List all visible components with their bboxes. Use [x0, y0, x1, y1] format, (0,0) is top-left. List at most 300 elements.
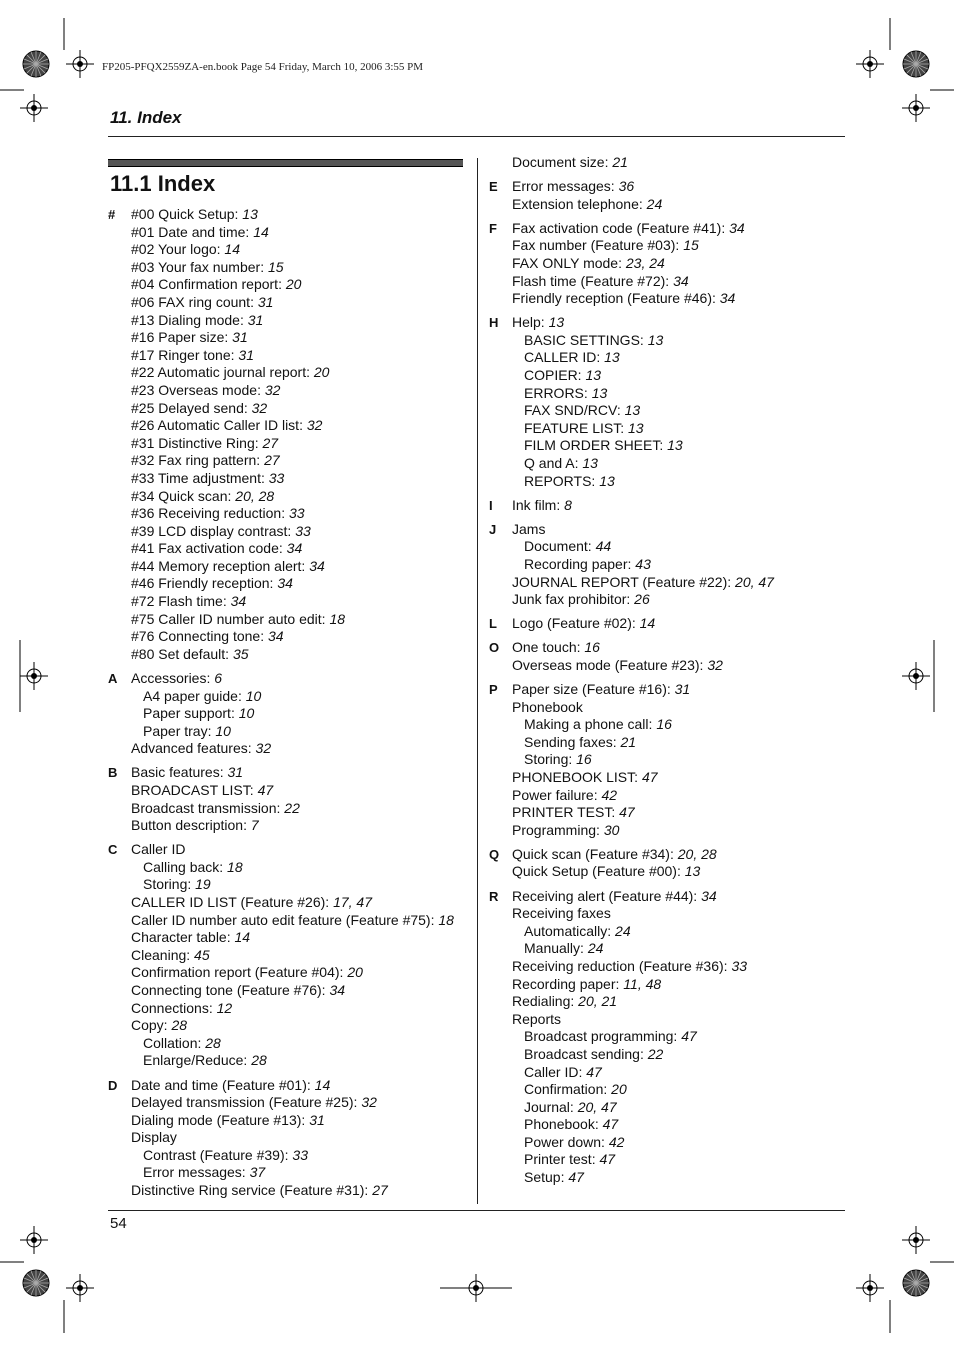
entry-term: #17 Ringer tone:: [131, 346, 239, 363]
entry-page-refs: 21: [620, 733, 637, 750]
entry-term: Help:: [512, 314, 549, 331]
index-entry: [489, 769, 849, 787]
entry-page-refs: 31: [257, 293, 274, 310]
entry-page-refs: 47: [599, 1151, 616, 1168]
index-letter: J: [489, 521, 497, 537]
index-entry: [108, 947, 468, 965]
entry-page-refs: 32: [255, 740, 272, 757]
entry-page-refs: 34: [277, 575, 293, 592]
index-entry: [489, 615, 849, 633]
entry-term: Overseas mode (Feature #23):: [512, 656, 708, 673]
entry-term: Character table:: [131, 929, 235, 946]
entry-term: Advanced features:: [131, 740, 256, 757]
entry-term: Storing:: [143, 876, 196, 893]
entry-page-refs: 20: [285, 276, 302, 293]
entry-term: #76 Connecting tone:: [131, 628, 268, 645]
entry-page-refs: 28: [171, 1017, 188, 1034]
entry-page-refs: 47: [619, 804, 635, 821]
index-entry: [108, 241, 468, 259]
entry-page-refs: 34: [729, 219, 745, 236]
index-entry: [489, 521, 849, 539]
entry-page-refs: 32: [251, 399, 268, 416]
index-entry: [108, 505, 468, 523]
index-entry: [108, 841, 468, 859]
index-entry: [108, 400, 468, 418]
index-entry: [108, 764, 468, 782]
entry-term: #03 Your fax number:: [131, 258, 268, 275]
index-entry: [108, 912, 468, 930]
index-subentry: [489, 437, 849, 455]
entry-page-refs: 13: [585, 367, 602, 384]
entry-page-refs: 24: [615, 922, 631, 939]
index-entry: [108, 294, 468, 312]
index-entry: [108, 329, 468, 347]
entry-term: Broadcast programming:: [524, 1028, 682, 1045]
entry-term: #72 Flash time:: [131, 593, 231, 610]
index-entry: [108, 894, 468, 912]
index-group: [108, 764, 468, 834]
index-group: [108, 1077, 468, 1200]
index-entry: [108, 593, 468, 611]
entry-page-refs: 24: [587, 940, 604, 957]
index-subentry: [489, 734, 849, 752]
index-entry: [489, 196, 849, 214]
entry-page-refs: 32: [306, 417, 323, 434]
entry-page-refs: 23, 24: [625, 254, 665, 271]
page-number: 54: [110, 1215, 127, 1232]
entry-term: Power failure:: [512, 786, 602, 803]
index-group: [489, 178, 849, 213]
entry-term: #06 FAX ring count:: [131, 293, 258, 310]
index-entry: [489, 639, 849, 657]
entry-page-refs: 27: [262, 434, 279, 451]
index-entry: [489, 787, 849, 805]
entry-term: ERRORS:: [524, 384, 592, 401]
index-letter: R: [489, 888, 499, 904]
index-subentry: [489, 1116, 849, 1134]
index-subentry: [489, 1064, 849, 1082]
index-entry: [489, 154, 849, 172]
entry-page-refs: 14: [224, 241, 240, 258]
entry-page-refs: 20, 28: [235, 487, 275, 504]
entry-term: Paper support:: [143, 705, 239, 722]
entry-page-refs: 34: [701, 887, 717, 904]
entry-page-refs: 15: [683, 237, 699, 254]
entry-term: Receiving alert (Feature #44):: [512, 887, 702, 904]
entry-term: #32 Fax ring pattern:: [131, 452, 265, 469]
index-group: [489, 681, 849, 839]
entry-term: CALLER ID LIST (Feature #26):: [131, 894, 334, 911]
entry-term: #80 Set default:: [131, 645, 233, 662]
entry-page-refs: 10: [245, 687, 262, 704]
index-entry: [108, 575, 468, 593]
entry-page-refs: 34: [286, 540, 303, 557]
entry-term: Storing:: [524, 751, 577, 768]
index-letter: H: [489, 315, 499, 331]
index-group: [489, 220, 849, 308]
entry-term: Connecting tone (Feature #76):: [131, 982, 330, 999]
entry-page-refs: 13: [684, 863, 701, 880]
index-entry: [489, 657, 849, 675]
entry-page-refs: 14: [253, 223, 269, 240]
entry-term: #02 Your logo:: [131, 241, 225, 258]
index-letter: A: [108, 670, 118, 686]
entry-term: Document size:: [512, 154, 613, 170]
entry-page-refs: 34: [719, 290, 736, 307]
index-entry: [489, 993, 849, 1011]
index-entry: [108, 929, 468, 947]
index-entry: [489, 863, 849, 881]
entry-page-refs: 33: [292, 1146, 308, 1163]
entry-term: FILM ORDER SHEET:: [524, 437, 668, 454]
header-rule: [108, 136, 845, 137]
entry-term: Power down:: [524, 1133, 609, 1150]
entry-page-refs: 33: [289, 505, 305, 522]
entry-term: Collation:: [143, 1034, 206, 1051]
index-letter: E: [489, 179, 498, 195]
entry-page-refs: 20, 28: [677, 845, 717, 862]
index-entry: [108, 435, 468, 453]
entry-page-refs: 13: [242, 206, 258, 222]
index-subentry: [489, 1099, 849, 1117]
index-entry: [108, 1077, 468, 1095]
entry-term: Q and A:: [524, 455, 583, 471]
entry-term: #04 Confirmation report:: [131, 276, 286, 293]
index-subentry: [108, 1147, 468, 1165]
entry-page-refs: 30: [603, 821, 620, 838]
entry-term: #26 Automatic Caller ID list:: [131, 417, 307, 434]
entry-page-refs: 31: [247, 311, 264, 328]
entry-page-refs: 24: [646, 195, 663, 212]
entry-term: Dialing mode (Feature #13):: [131, 1111, 310, 1128]
registration-dot: [31, 1237, 37, 1243]
entry-page-refs: 21: [612, 154, 628, 170]
entry-term: #01 Date and time:: [131, 223, 254, 240]
entry-page-refs: 10: [238, 705, 255, 722]
entry-term: Friendly reception (Feature #46):: [512, 290, 720, 307]
entry-term: Display: [131, 1129, 177, 1146]
index-subentry: [489, 455, 849, 473]
entry-term: Flash time (Feature #72):: [512, 272, 674, 289]
entry-term: BASIC SETTINGS:: [524, 331, 648, 348]
entry-term: Error messages:: [143, 1164, 250, 1181]
registration-dot: [77, 61, 83, 67]
entry-term: Caller ID:: [524, 1063, 587, 1080]
index-column-right: [489, 154, 849, 1193]
entry-page-refs: 32: [361, 1094, 377, 1111]
index-entry: [108, 611, 468, 629]
entry-page-refs: 16: [656, 716, 672, 733]
entry-term: Copy:: [131, 1017, 172, 1034]
entry-page-refs: 33: [295, 522, 311, 539]
index-entry: [108, 488, 468, 506]
index-entry: [108, 224, 468, 242]
entry-term: #41 Fax activation code:: [131, 540, 287, 557]
entry-term: Confirmation report (Feature #04):: [131, 964, 348, 981]
index-entry: [108, 206, 468, 224]
entry-term: FAX ONLY mode:: [512, 254, 626, 271]
index-entry: [108, 312, 468, 330]
index-subentry: [489, 1134, 849, 1152]
entry-page-refs: 31: [232, 329, 248, 346]
index-entry: [108, 1182, 468, 1200]
index-subentry: [108, 1035, 468, 1053]
entry-term: COPIER:: [524, 367, 586, 384]
entry-term: #25 Delayed send:: [131, 399, 252, 416]
entry-term: Manually:: [524, 940, 588, 957]
index-subentry: [489, 1028, 849, 1046]
index-entry: [108, 558, 468, 576]
index-entry: [489, 699, 849, 717]
registration-dot: [867, 61, 873, 67]
index-subentry: [489, 420, 849, 438]
entry-page-refs: 27: [264, 452, 280, 469]
entry-page-refs: 34: [309, 557, 325, 574]
index-subentry: [489, 1151, 849, 1169]
index-subentry: [489, 402, 849, 420]
chapter-header: 11. Index: [110, 108, 182, 127]
entry-page-refs: 11, 48: [623, 975, 662, 992]
index-letter: Q: [489, 846, 500, 862]
entry-term: Fax number (Feature #03):: [512, 237, 684, 254]
index-letter: B: [108, 765, 118, 781]
index-entry: [489, 255, 849, 273]
print-job-info: FP205-PFQX2559ZA-en.book Page 54 Friday, March 10, 2006 3:55 PM: [102, 61, 424, 73]
index-subentry: [489, 385, 849, 403]
registration-dot: [913, 1237, 919, 1243]
index-entry: [108, 1129, 468, 1147]
entry-term: #34 Quick scan:: [131, 487, 236, 504]
index-subentry: [489, 367, 849, 385]
index-entry: [108, 670, 468, 688]
entry-page-refs: 45: [194, 946, 210, 963]
index-subentry: [108, 876, 468, 894]
entry-term: Reports: [512, 1010, 562, 1027]
entry-term: Automatically:: [524, 922, 616, 939]
entry-term: #75 Caller ID number auto edit:: [131, 610, 330, 627]
entry-page-refs: 18: [329, 610, 346, 627]
entry-term: Extension telephone:: [512, 195, 647, 212]
index-group: [489, 497, 849, 515]
entry-page-refs: 20: [313, 364, 330, 381]
index-subentry: [489, 1169, 849, 1187]
index-entry: [108, 817, 468, 835]
entry-term: Redialing:: [512, 993, 579, 1010]
index-entry: [108, 740, 468, 758]
index-entry: [489, 237, 849, 255]
entry-page-refs: 13: [591, 384, 608, 401]
entry-page-refs: 47: [257, 782, 274, 798]
index-letter: L: [489, 616, 497, 632]
index-subentry: [489, 716, 849, 734]
index-entry: [108, 382, 468, 400]
entry-page-refs: 34: [673, 272, 689, 289]
entry-term: Receiving reduction (Feature #36):: [512, 957, 732, 974]
entry-term: FEATURE LIST:: [524, 419, 628, 436]
index-letter: O: [489, 640, 500, 656]
registration-dot: [77, 1285, 83, 1291]
entry-page-refs: 47: [681, 1028, 697, 1045]
entry-page-refs: 31: [674, 681, 691, 698]
entry-page-refs: 37: [249, 1164, 266, 1181]
entry-term: #00 Quick Setup:: [131, 206, 243, 222]
entry-term: Paper size (Feature #16):: [512, 681, 675, 698]
index-group: [489, 888, 849, 1187]
index-subentry: [489, 556, 849, 574]
index-subentry: [489, 1081, 849, 1099]
entry-page-refs: 33: [268, 469, 285, 486]
entry-term: Broadcast sending:: [524, 1045, 648, 1062]
index-entry: [108, 982, 468, 1000]
entry-term: Phonebook: [512, 698, 583, 715]
index-subentry: [489, 473, 849, 491]
entry-page-refs: 7: [250, 817, 259, 834]
index-entry: [108, 347, 468, 365]
index-letter: D: [108, 1077, 118, 1093]
index-group: [489, 154, 849, 172]
index-entry: [108, 964, 468, 982]
index-entry: [108, 1017, 468, 1035]
index-letter: F: [489, 220, 497, 236]
entry-page-refs: 26: [634, 591, 650, 608]
entry-term: #33 Time adjustment:: [131, 469, 269, 486]
entry-term: Junk fax prohibitor:: [512, 591, 635, 608]
index-entry: [108, 646, 468, 664]
entry-term: Document:: [524, 538, 596, 555]
entry-page-refs: 33: [731, 957, 748, 974]
entry-term: Quick scan (Feature #34):: [512, 845, 678, 862]
entry-page-refs: 28: [251, 1052, 267, 1069]
index-entry: [489, 888, 849, 906]
entry-term: Journal:: [524, 1098, 578, 1115]
index-letter: P: [489, 682, 498, 698]
entry-term: REPORTS:: [524, 472, 600, 489]
entry-term: Broadcast transmission:: [131, 799, 285, 816]
index-subentry: [108, 723, 468, 741]
index-entry: [489, 290, 849, 308]
section-title-bar: [108, 159, 463, 167]
entry-page-refs: 27: [372, 1182, 388, 1199]
footer-rule: [108, 1210, 845, 1211]
entry-term: #36 Receiving reduction:: [131, 505, 289, 522]
index-entry: [108, 800, 468, 818]
index-entry: [108, 540, 468, 558]
index-group: [489, 846, 849, 881]
index-subentry: [489, 332, 849, 350]
entry-term: Receiving faxes: [512, 905, 611, 922]
entry-page-refs: 16: [576, 751, 592, 768]
index-entry: [108, 364, 468, 382]
entry-page-refs: 42: [608, 1133, 625, 1150]
entry-page-refs: 42: [601, 786, 618, 803]
index-group: [108, 206, 468, 663]
entry-term: #39 LCD display contrast:: [131, 522, 296, 539]
entry-term: Jams: [512, 520, 546, 537]
entry-term: One touch:: [512, 639, 585, 656]
index-subentry: [489, 1046, 849, 1064]
entry-page-refs: 31: [309, 1111, 325, 1128]
page-title: 11.1 Index: [110, 171, 216, 196]
entry-page-refs: 20, 47: [735, 573, 774, 590]
index-subentry: [489, 923, 849, 941]
entry-page-refs: 13: [667, 437, 683, 454]
entry-term: Date and time (Feature #01):: [131, 1076, 315, 1093]
entry-page-refs: 43: [635, 555, 651, 572]
index-column-left: [108, 206, 468, 1206]
entry-term: Setup:: [524, 1169, 569, 1186]
entry-page-refs: 10: [215, 722, 231, 739]
index-entry: [489, 220, 849, 238]
entry-page-refs: 19: [195, 876, 211, 893]
index-entry: [108, 470, 468, 488]
entry-term: Connections:: [131, 999, 217, 1016]
entry-page-refs: 13: [582, 455, 598, 471]
index-entry: [489, 273, 849, 291]
index-subentry: [108, 1052, 468, 1070]
entry-page-refs: 6: [214, 669, 223, 686]
index-subentry: [489, 349, 849, 367]
index-subentry: [108, 688, 468, 706]
index-entry: [108, 1112, 468, 1130]
entry-term: Sending faxes:: [524, 733, 621, 750]
entry-term: Enlarge/Reduce:: [143, 1052, 252, 1069]
entry-page-refs: 32: [707, 656, 723, 673]
entry-term: JOURNAL REPORT (Feature #22):: [512, 573, 736, 590]
index-entry: [489, 958, 849, 976]
entry-term: Delayed transmission (Feature #25):: [131, 1094, 362, 1111]
index-group: [489, 314, 849, 490]
entry-page-refs: 18: [438, 911, 454, 928]
entry-term: #31 Distinctive Ring:: [131, 434, 263, 451]
index-subentry: [489, 940, 849, 958]
registration-dot: [31, 105, 37, 111]
entry-term: Ink film:: [512, 496, 565, 513]
index-subentry: [489, 751, 849, 769]
entry-page-refs: 28: [205, 1034, 221, 1051]
index-entry: [489, 905, 849, 923]
entry-term: Caller ID: [131, 841, 186, 858]
entry-term: Programming:: [512, 821, 604, 838]
entry-term: #22 Automatic journal report:: [131, 364, 314, 381]
entry-page-refs: 17, 47: [333, 894, 372, 911]
entry-page-refs: 15: [268, 258, 284, 275]
index-entry: [489, 497, 849, 515]
index-entry: [108, 276, 468, 294]
entry-term: Distinctive Ring service (Feature #31):: [131, 1182, 373, 1199]
entry-page-refs: 16: [584, 639, 600, 656]
entry-term: Quick Setup (Feature #00):: [512, 863, 685, 880]
entry-term: Cleaning:: [131, 946, 195, 963]
entry-page-refs: 22: [284, 799, 300, 816]
index-entry: [489, 976, 849, 994]
entry-term: CALLER ID:: [524, 349, 605, 366]
entry-page-refs: 35: [232, 645, 249, 662]
index-entry: [108, 782, 468, 800]
index-subentry: [108, 705, 468, 723]
entry-page-refs: 18: [227, 858, 243, 875]
index-subentry: [489, 538, 849, 556]
entry-page-refs: 22: [647, 1045, 664, 1062]
index-entry: [489, 591, 849, 609]
registration-dot: [867, 1285, 873, 1291]
entry-term: Button description:: [131, 817, 251, 834]
index-entry: [108, 1094, 468, 1112]
entry-page-refs: 14: [234, 929, 251, 946]
entry-term: #23 Overseas mode:: [131, 381, 265, 398]
index-entry: [108, 452, 468, 470]
entry-page-refs: 13: [548, 314, 565, 331]
registration-dot: [31, 673, 37, 679]
